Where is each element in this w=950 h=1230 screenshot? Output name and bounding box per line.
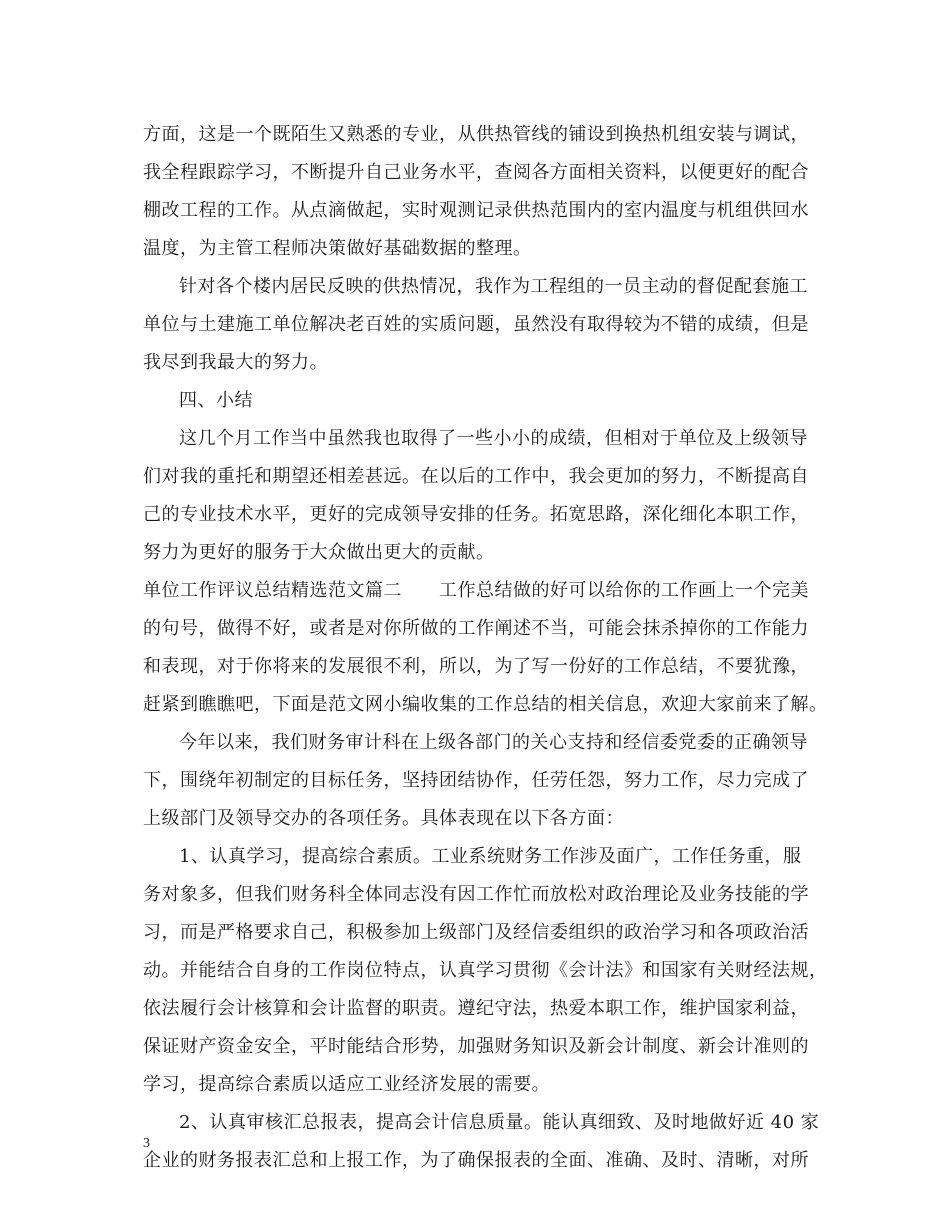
text-line: 棚改工程的工作。从点滴做起，实时观测记录供热范围内的室内温度与机组供回水 [143, 200, 809, 221]
text-line: 方面，这是一个既陌生又熟悉的专业，从供热管线的铺设到换热机组安装与调试， [143, 124, 809, 145]
text-line: 动。并能结合自身的工作岗位特点，认真学习贯彻《会计法》和国家有关财经法规， [143, 960, 828, 981]
page-number: 3 [143, 1136, 150, 1151]
text-line: 学习，提高综合素质以适应工业经济发展的需要。 [143, 1074, 550, 1095]
paragraph-start: 1、认真学习，提高综合素质。工业系统财务工作涉及面广，工作任务重，服 [179, 846, 802, 867]
text-line: 下，围绕年初制定的目标任务，坚持团结协作，任劳任怨，努力工作，尽力完成了 [143, 770, 809, 791]
text-line: 温度，为主管工程师决策做好基础数据的整理。 [143, 238, 532, 259]
article-title-line: 单位工作评议总结精选范文篇二 工作总结做的好可以给你的工作画上一个完美 [143, 580, 809, 601]
section-heading: 四、小结 [179, 390, 253, 411]
text-line: 我尽到我最大的努力。 [143, 352, 328, 373]
text-line: 习，而是严格要求自己，积极参加上级部门及经信委组织的政治学习和各项政治活 [143, 922, 809, 943]
document-body [143, 116, 828, 1180]
text-line: 和表现，对于你将来的发展很不利，所以，为了写一份好的工作总结，不要犹豫， [143, 656, 809, 677]
paragraph-start: 2、认真审核汇总报表，提高会计信息质量。能认真细致、及时地做好近 40 家 [179, 1112, 820, 1133]
text-line: 己的专业技术水平，更好的完成领导安排的任务。拓宽思路，深化细化本职工作， [143, 504, 809, 525]
text-line: 我全程跟踪学习，不断提升自己业务水平，查阅各方面相关资料，以便更好的配合 [143, 162, 809, 183]
text-line: 企业的财务报表汇总和上报工作，为了确保报表的全面、准确、及时、清晰，对所 [143, 1150, 809, 1171]
text-line: 务对象多，但我们财务科全体同志没有因工作忙而放松对政治理论及业务技能的学 [143, 884, 809, 905]
paragraph-start: 针对各个楼内居民反映的供热情况，我作为工程组的一员主动的督促配套施工 [179, 276, 808, 297]
paragraph-start: 这几个月工作当中虽然我也取得了一些小小的成绩，但相对于单位及上级领导 [179, 428, 808, 449]
text-line: 上级部门及领导交办的各项任务。具体表现在以下各方面： [143, 808, 624, 829]
text-line: 依法履行会计核算和会计监督的职责。遵纪守法，热爱本职工作，维护国家利益， [143, 998, 809, 1019]
paragraph-start: 今年以来，我们财务审计科在上级各部门的关心支持和经信委党委的正确领导 [179, 732, 808, 753]
text-line: 的句号，做得不好，或者是对你所做的工作阐述不当，可能会抹杀掉你的工作能力 [143, 618, 809, 639]
text-line: 努力为更好的服务于大众做出更大的贡献。 [143, 542, 495, 563]
text-line: 们对我的重托和期望还相差甚远。在以后的工作中，我会更加的努力，不断提高自 [143, 466, 809, 487]
text-line: 单位与土建施工单位解决老百姓的实质问题，虽然没有取得较为不错的成绩，但是 [143, 314, 809, 335]
text-line: 保证财产资金安全，平时能结合形势，加强财务知识及新会计制度、新会计准则的 [143, 1036, 809, 1057]
text-line: 赶紧到瞧瞧吧，下面是范文网小编收集的工作总结的相关信息，欢迎大家前来了解。 [143, 694, 828, 715]
